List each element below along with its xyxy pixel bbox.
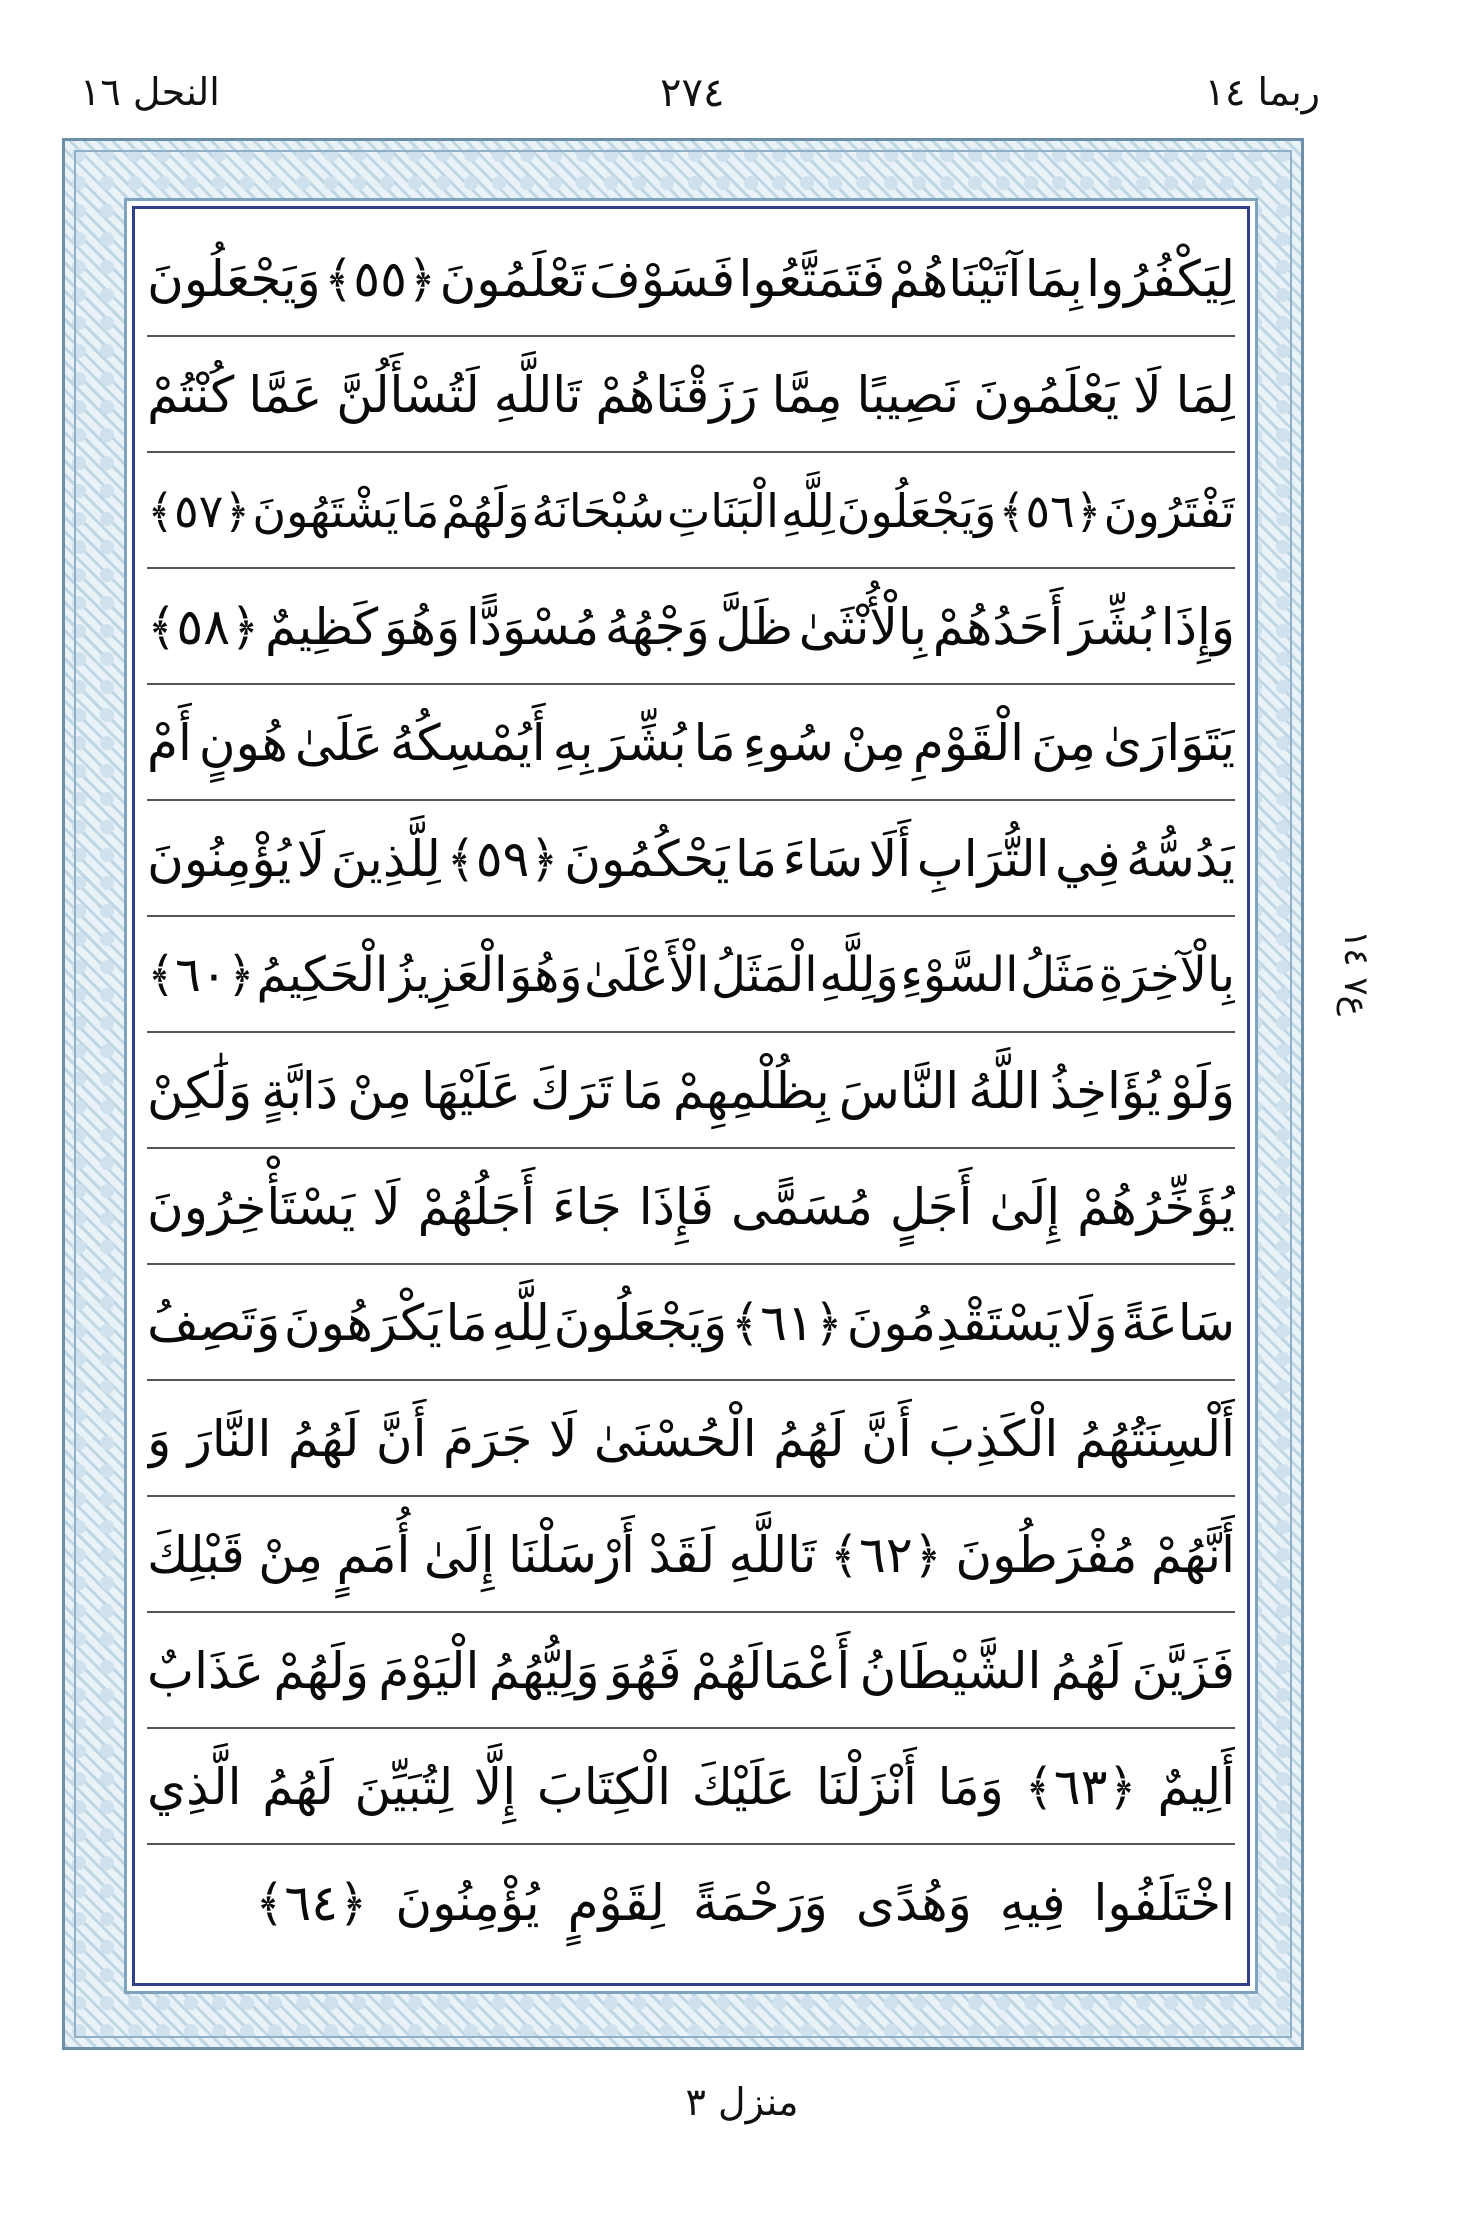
text-page [132,206,1250,1986]
verse-line: فَزَيَّنَ لَهُمُ الشَّيْطَانُ أَعْمَالَهُمْ فَهُوَ وَلِيُّهُمُ الْيَوْمَ وَلَهُمْ عَذَابٌ [147,1615,1235,1729]
verse-lines [135,209,1247,1983]
page-number: ٢٧٤ [660,70,725,116]
verse-line: وَلَوْ يُؤَاخِذُ اللَّهُ النَّاسَ بِظُلْمِهِمْ مَا تَرَكَ عَلَيْهَا مِنْ دَابَّةٍ وَلَٰكِنْ [147,1035,1235,1149]
surah-name: النحل ١٦ [80,70,220,114]
verse-line: لِمَا لَا يَعْلَمُونَ نَصِيبًا مِمَّا رَزَقْنَاهُمْ تَاللَّهِ لَتُسْأَلُنَّ عَمَّا كُنْتُمْ [147,339,1235,453]
verse-line: لِيَكْفُرُوا بِمَا آتَيْنَاهُمْ فَتَمَتَّعُوا فَسَوْفَ تَعْلَمُونَ ﴿٥٥﴾ وَيَجْعَلُونَ [147,223,1235,337]
verse-line: يُؤَخِّرُهُمْ إِلَىٰ أَجَلٍ مُسَمًّى فَإِذَا جَاءَ أَجَلُهُمْ لَا يَسْتَأْخِرُونَ [147,1151,1235,1265]
verse-line: أَلِيمٌ ﴿٦٣﴾ وَمَا أَنْزَلْنَا عَلَيْكَ الْكِتَابَ إِلَّا لِتُبَيِّنَ لَهُمُ الَّذِي [147,1731,1235,1845]
ruku-marker: ع٧ ١٤ [1336,930,1376,1016]
verse-line: وَإِذَا بُشِّرَ أَحَدُهُمْ بِالْأُنْثَىٰ ظَلَّ وَجْهُهُ مُسْوَدًّا وَهُوَ كَظِيمٌ ﴿٥٨﴾ [147,571,1235,685]
verse-line: سَاعَةً وَلَا يَسْتَقْدِمُونَ ﴿٦١﴾ وَيَجْعَلُونَ لِلَّهِ مَا يَكْرَهُونَ وَتَصِفُ [147,1267,1235,1381]
verse-line: أَنَّهُمْ مُفْرَطُونَ ﴿٦٢﴾ تَاللَّهِ لَقَدْ أَرْسَلْنَا إِلَىٰ أُمَمٍ مِنْ قَبْلِكَ [147,1499,1235,1613]
manzil-label: منزل ٣ [685,2080,799,2124]
verse-line: أَلْسِنَتُهُمُ الْكَذِبَ أَنَّ لَهُمُ الْحُسْنَىٰ لَا جَرَمَ أَنَّ لَهُمُ النَّارَ وَ [147,1383,1235,1497]
verse-line: يَدُسُّهُ فِي التُّرَابِ أَلَا سَاءَ مَا يَحْكُمُونَ ﴿٥٩﴾ لِلَّذِينَ لَا يُؤْمِنُونَ [147,803,1235,917]
juz-name: ربما ١٤ [1204,70,1320,114]
verse-line: اخْتَلَفُوا فِيهِ وَهُدًى وَرَحْمَةً لِقَوْمٍ يُؤْمِنُونَ ﴿٦٤﴾ [255,1874,1235,1932]
verse-line: بِالْآخِرَةِ مَثَلُ السَّوْءِ وَلِلَّهِ الْمَثَلُ الْأَعْلَىٰ وَهُوَ الْعَزِيزُ الْحَكِيمُ ﴿٦٠﴾ [147,919,1235,1033]
verse-line: تَفْتَرُونَ ﴿٥٦﴾ وَيَجْعَلُونَ لِلَّهِ الْبَنَاتِ سُبْحَانَهُ وَلَهُمْ مَا يَشْتَهُونَ ﴿٥٧﴾ [147,455,1235,569]
page-header [60,60,1320,140]
verse-line: يَتَوَارَىٰ مِنَ الْقَوْمِ مِنْ سُوءِ مَا بُشِّرَ بِهِ أَيُمْسِكُهُ عَلَىٰ هُونٍ أَمْ [147,687,1235,801]
